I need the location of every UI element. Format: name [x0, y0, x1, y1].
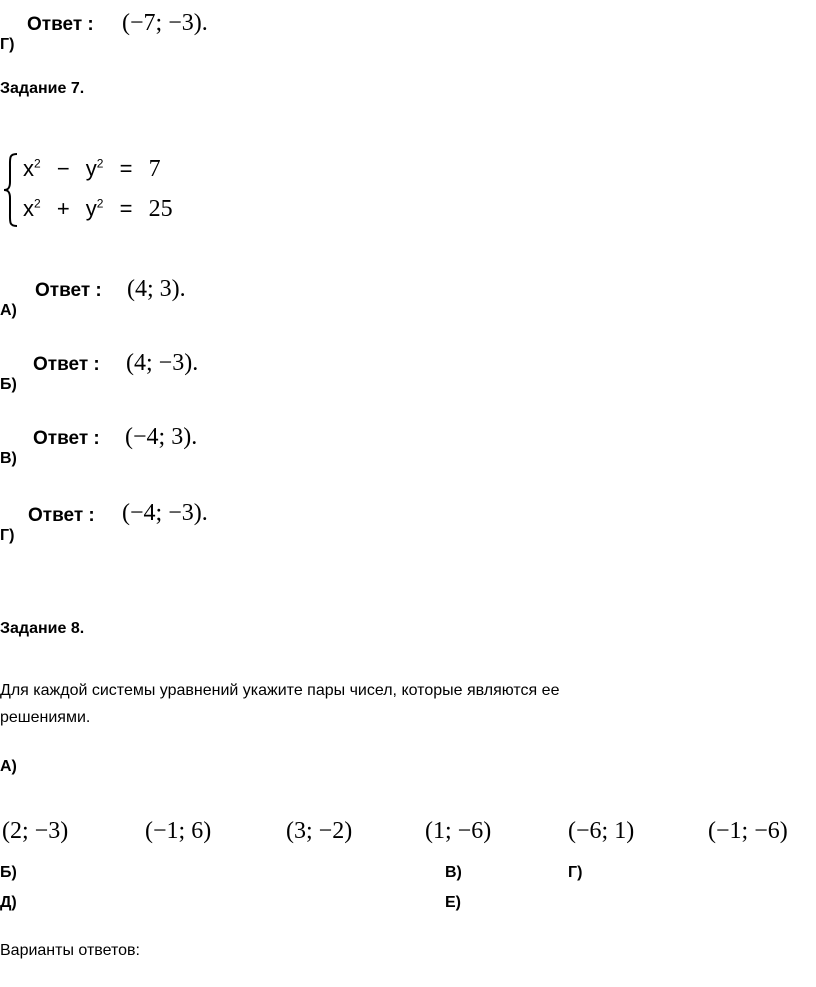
option-b-label: Ответ : [33, 354, 100, 375]
letter-v: В) [445, 864, 462, 881]
option-a-value: (4; 3). [127, 276, 186, 302]
eq1-exp-x: 2 [34, 156, 41, 171]
system-brace [2, 150, 22, 230]
variants-label: Варианты ответов: [0, 942, 140, 959]
pair-4: (1; −6) [425, 818, 492, 844]
pair-5: (−6; 1) [568, 818, 635, 844]
eq2-equals: = [119, 196, 133, 221]
pair-2: (−1; 6) [145, 818, 212, 844]
eq1-var-x: x [23, 156, 34, 181]
equation-1 [23, 156, 161, 183]
option-letter: Г) [0, 36, 15, 53]
letter-e: Е) [445, 894, 461, 911]
eq1-rhs: 7 [148, 156, 161, 182]
eq2-exp-y: 2 [96, 196, 104, 211]
option-v-value: (−4; 3). [125, 424, 198, 450]
option-b-letter: Б) [0, 376, 17, 393]
pair-1: (2; −3) [2, 818, 69, 844]
answer-label: Ответ : [27, 14, 94, 35]
option-v-letter: В) [0, 450, 17, 467]
eq1-exp-y: 2 [96, 156, 104, 171]
option-g-value: (−4; −3). [122, 500, 208, 526]
task-7-heading: Задание 7. [0, 80, 85, 97]
letter-b: Б) [0, 864, 17, 881]
option-a-letter: А) [0, 302, 17, 319]
eq2-var-x: x [23, 196, 34, 221]
task-8-heading: Задание 8. [0, 620, 85, 637]
instruction-line-2: решениями. [0, 709, 91, 726]
eq2-rhs: 25 [148, 196, 173, 222]
instruction-line-1: Для каждой системы уравнений укажите пары чисел, которые являются ее [0, 682, 560, 699]
option-b-value: (4; −3). [126, 350, 199, 376]
letter-g: Г) [568, 864, 583, 881]
answer-value: (−7; −3). [122, 10, 208, 36]
letter-d: Д) [0, 894, 17, 911]
option-g-label: Ответ : [28, 505, 95, 526]
eq2-var-y: y [85, 196, 97, 221]
option-a-label: Ответ : [35, 280, 102, 301]
option-g-letter: Г) [0, 527, 15, 544]
pair-3: (3; −2) [286, 818, 353, 844]
eq1-var-y: y [85, 156, 97, 181]
option-v-label: Ответ : [33, 428, 100, 449]
task-8-letter-a: А) [0, 758, 17, 775]
eq1-equals: = [119, 156, 133, 181]
eq2-exp-x: 2 [34, 196, 41, 211]
eq1-operator: − [56, 156, 70, 181]
equation-2 [23, 196, 173, 223]
eq2-operator: + [56, 196, 70, 221]
pair-6: (−1; −6) [708, 818, 788, 844]
